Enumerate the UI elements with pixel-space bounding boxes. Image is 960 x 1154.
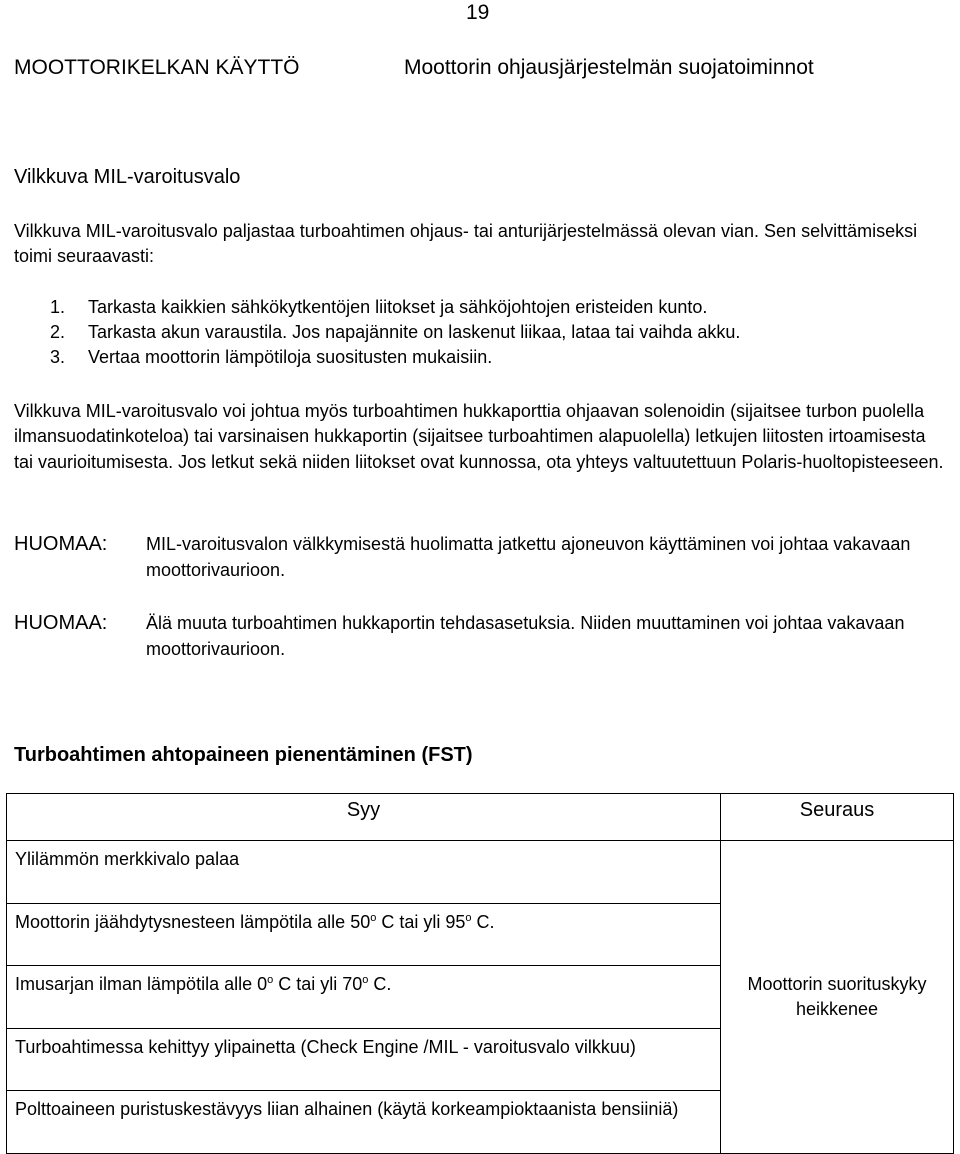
cause-text: C.	[471, 911, 495, 932]
header-effect: Seuraus	[721, 794, 954, 841]
cause-cell: Ylilämmön merkkivalo palaa	[7, 841, 721, 904]
degree-mark: o	[465, 911, 472, 924]
degree-mark: o	[267, 974, 274, 987]
list-item	[50, 320, 740, 345]
list-item	[50, 345, 740, 370]
step-number: 1.	[50, 297, 66, 317]
page-number: 19	[466, 1, 490, 24]
note-2	[14, 610, 944, 662]
step-number: 2.	[50, 322, 66, 342]
cause-text: C.	[368, 974, 392, 995]
cause-text: Imusarjan ilman lämpötila alle 0	[15, 974, 268, 995]
note-text: MIL-varoitusvalon välkkymisestä huolimatta jatkettu ajoneuvon käyttäminen voi johtaa vakavaan moottorivaurioon.	[146, 534, 911, 580]
section-title: Vilkkuva MIL-varoitusvalo	[14, 166, 241, 188]
cause-cell: Turboahtimessa kehittyy ylipainetta (Check Engine /MIL - varoitusvalo vilkkuu)	[7, 1028, 721, 1091]
step-number: 3.	[50, 347, 66, 367]
steps-list	[50, 295, 740, 370]
header-right: Moottorin ohjausjärjestelmän suojatoiminnot	[404, 56, 814, 79]
note-label: HUOMAA:	[14, 533, 108, 555]
cause-text: C tai yli 95	[376, 911, 466, 932]
intro-paragraph: Vilkkuva MIL-varoitusvalo paljastaa turboahtimen ohjaus- tai anturijärjestelmässä olevan vian. Sen selvittämiseksi toimi seuraavasti:	[14, 221, 918, 266]
effect-cell: Moottorin suorituskyky heikkenee	[721, 841, 954, 1154]
cause-text: Moottorin jäähdytysnesteen lämpötila alle 50	[15, 911, 371, 932]
step-text: Vertaa moottorin lämpötiloja suositusten mukaisiin.	[88, 347, 493, 367]
header-cause: Syy	[7, 794, 721, 841]
table-row	[7, 841, 954, 904]
note-text: Älä muuta turboahtimen hukkaportin tehdasasetuksia. Niiden muuttaminen voi johtaa vakavaan moottorivaurioon.	[146, 613, 905, 659]
table-title: Turboahtimen ahtopaineen pienentäminen (FST)	[14, 744, 473, 766]
cause-cell: Polttoaineen puristuskestävyys liian alhainen (käytä korkeampioktaanista bensiiniä)	[7, 1091, 721, 1154]
degree-mark: o	[362, 974, 369, 987]
list-item	[50, 295, 740, 320]
step-text: Tarkasta kaikkien sähkökytkentöjen liitokset ja sähköjohtojen eristeiden kunto.	[88, 297, 708, 317]
table-header-row	[7, 794, 954, 841]
body-paragraph: Vilkkuva MIL-varoitusvalo voi johtua myös turboahtimen hukkaporttia ohjaavan solenoidin (sijaitsee turbon puolella ilmansuodatinkoteloa) tai varsinaisen hukkaportin (sijaitsee turboahtimen alapuolella) letkujen liitosten irtoamisesta tai vaurioitumisesta. Jos letkut sekä niiden liitokset ovat kunnossa, ota yhteys valtuutettuun Polaris-huoltopisteeseen.	[14, 401, 944, 472]
note-1	[14, 531, 944, 583]
fst-table	[6, 793, 954, 1154]
cause-cell	[7, 903, 721, 966]
degree-mark: o	[370, 911, 377, 924]
note-label: HUOMAA:	[14, 612, 108, 634]
cause-cell	[7, 966, 721, 1029]
step-text: Tarkasta akun varaustila. Jos napajännite on laskenut liikaa, lataa tai vaihda akku.	[88, 322, 741, 342]
header-left: MOOTTORIKELKAN KÄYTTÖ	[14, 56, 300, 79]
cause-text: C tai yli 70	[273, 974, 363, 995]
